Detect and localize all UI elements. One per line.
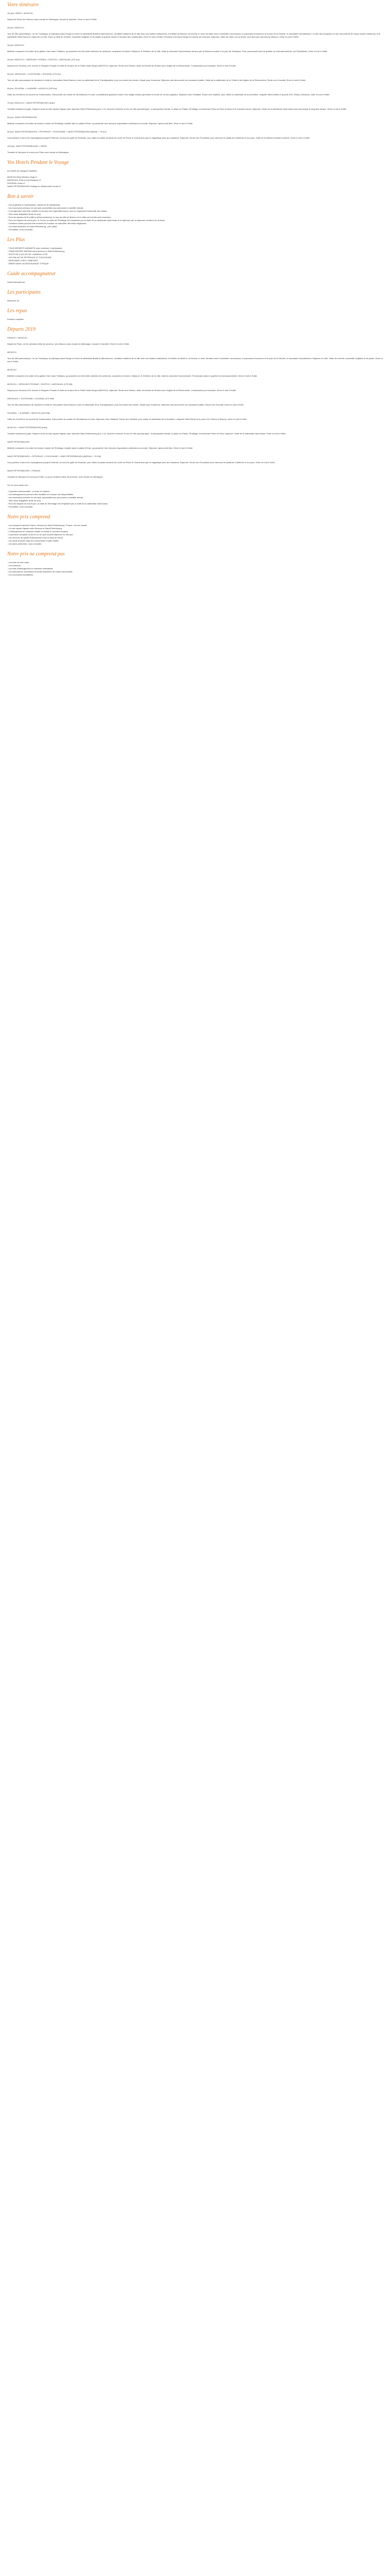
participants-title: Les participants (7, 290, 41, 295)
day-description: Départ de Paris vers Moscou avec escale en Allemagne. Accueil et transfert. Dîner et nuit à l'hôtel. (7, 18, 97, 21)
departure-day (7, 397, 384, 406)
list-item: - Formalités, nous consulter. (7, 228, 34, 231)
list-item: - Circuit garanti à 2 participants, maximum 30 participants. (7, 204, 61, 206)
day-7 (7, 101, 384, 111)
list-item: - Les excursions prévues ne sont pas accessibles aux personnes à mobilité réduite. (7, 207, 84, 209)
list-item: - La pension complète du dîner du 1er jour au petit déjeuner du 10è jour. (7, 533, 74, 536)
day-3 (7, 44, 384, 53)
day-description: Transfert matinal à la gare. Départ à bord du train rapide Sapsan pour rejoindre Saint-Pétersbourg (env. 4 h). Accueil à l'arrivée et tour de ville panoramique : la perspective Nevski, la place du Palais, l'Ermitage, la forteresse Pierre-et-Paul, la Neva et le cuirassé Aurore. Déjeuner. Visite de la cathédrale Saint-Isaac puis promenade le long des canaux. Dîner et nuit à l'hôtel. (7, 108, 347, 110)
list-item: - Les transports aériens France / Moscou et Saint-Pétersbourg / France, via une escale. (7, 524, 88, 527)
list-item: - Les taxes aériennes, nous consulter. (7, 543, 42, 545)
list-item: - LES PALAIS DE PETERHOF ET POUCHKINE (7, 256, 52, 259)
departure-day-description: Départ pour l'Anneau d'Or. Arrivée à Serguiev Possad et visite de la laure de la Trinité-Saint-Serge (UNESCO). Déjeuner. Route vers Rostov, visite du kremlin de Rostov avec l'église de la Résurrection. Continuation pour Iaroslavl. Dîner et nuit à l'hôtel. (7, 389, 237, 392)
departure-day-title: SAINT-PÉTERSBOURG > PETERHOF > POUCHKINE > SAINT-PÉTERSBOURG (BATEAU + 70 KM) (7, 455, 101, 457)
day-title: 10è jour: SAINT-PÉTERSBOURG > PARIS (7, 145, 47, 147)
departure-day (7, 426, 384, 435)
departures-title: Départs 2019 (7, 327, 36, 332)
day-title: 7è jour: MOSCOU > SAINT-PÉTERSBOURG (train) (7, 101, 55, 104)
list-item: - Les hébergements pourront être modifiés en fonction des disponibilités. (7, 493, 74, 496)
guide-title: Guide accompagnateur (7, 271, 56, 277)
departure-day (7, 368, 384, 378)
list-item: - Les services de guides francophones tout au long du circuit. (7, 536, 63, 539)
hotel-item: MOSCOU Best Western Vega 4* (7, 176, 38, 178)
day-6 (7, 87, 384, 96)
departure-day (7, 383, 384, 392)
departure-day-description: Tour de ville panoramique de Iaroslavl et visite du monastère Saint-Sauveur, avec la cathédrale de la Transfiguration, puis du musée des icônes. Départ pour Kostroma. Déjeuner puis découverte du monastère Ipatiev. Route vers Souzdal. Dîner et nuit à l'hôtel. (7, 403, 244, 406)
hotel-item: SOUZDAL Sokol 4* (7, 182, 25, 184)
day-9 (7, 130, 384, 140)
departure-day-title: SAINT-PÉTERSBOURG (7, 440, 30, 443)
day-title: 2è jour: MOSCOU (7, 26, 24, 29)
departure-day-title: MOSCOU > SERGUIEV POSSAD > ROSTOV > IAROSLAVL (270 KM) (7, 383, 73, 385)
price-excludes-title: Notre prix ne comprend pas (7, 551, 65, 557)
day-description: Matinée consacrée à la visite de la galerie d'art russe Tretiakov, qui possède une très belle collection de peintures, sculptures et icônes. Déjeuner. À l'intérieur de la ville, visite du domaine Kolomenskoïe devenu par la Réserve-musée et le parc de Tsaritsyno. Puis, promenade dans le quartier de Zamoskvoretchie, rue Piatnitskaïa. Dîner et nuit à l'hôtel. (7, 50, 328, 53)
day-title: 9è jour: SAINT-PÉTERSBOURG > PETERHOF > POUCHKINE > SAINT-PÉTERSBOURG (bateau + 70 km) (7, 130, 106, 133)
departure-day-description: Transfert à l'aéroport et envol pour Paris, ou pour certaines villes de province, avec escale en Allemagne. (7, 476, 104, 478)
included-title: Les Plus (7, 237, 25, 243)
departure-day-title: IAROSLAVL > KOSTROMA > SOUZDAL (270 KM) (7, 397, 54, 400)
day-5 (7, 73, 384, 82)
departure-day-description: Tour de ville panoramique : la rue Tverskaya, la mythique place Rouge où trône la cathédrale Basile-le-Bienheureux, véritable emblème de la ville avec ses bulbes multicolores, le théâtre du Bolchoï, la Douma, le mont Vorobiev avec l'université Lomonossov, le panorama Koutouzov et le parc de la Victoire, le monastère Novodievitchi. Déjeuner en ville. Visite du Kremlin, ensemble d'églises et de palais. Dîner et nuit à l'hôtel. (7, 357, 383, 363)
price-includes-title: Notre prix comprend (7, 514, 51, 520)
day-2 (7, 26, 384, 39)
hotel-item: IAROSLAVL Park Inn by Radisson 4* (7, 179, 41, 181)
list-item: - Certaines visites peuvent être fermées en fonction du calendrier des fêtes religieuses. (7, 222, 87, 225)
hotels-section (7, 159, 384, 188)
notes-section (7, 484, 384, 509)
hotel-item: SAINT-PÉTERSBOURG Holiday Inn Moskovskie Vorota 4* (7, 185, 61, 188)
list-item: - DÉJEUNER CHEZ L'HABITANT (7, 259, 38, 262)
departure-day (7, 440, 384, 450)
departure-day-description: Départ de Paris, vol de certaines villes de province, vers Moscou avec escale en Allemagne. Accueil et transfert. Dîner et nuit à l'hôtel. (7, 343, 130, 345)
list-item: - Les excursions prévues ne sont pas accessibles aux personnes à mobilité réduite. (7, 496, 84, 499)
meals-text: Pension complète (7, 318, 24, 320)
guide-text: Guide francophone. (7, 281, 26, 283)
participants-section (7, 289, 384, 302)
list-item: - Les boissons. (7, 564, 21, 567)
hotels-intro: (ou hôtels de catégorie similaire) (7, 170, 37, 172)
itinerary-title: Votre itinéraire (7, 2, 39, 8)
departure-day-description: Matinée consacrée à la visite de la galerie d'art russe Tretiakov, qui possède une très belle collection de peintures, sculptures et icônes. Déjeuner. À l'intérieur de la ville, visite du domaine Kolomenskoïe. Promenade dans le quartier de Zamoskvoretchie. Dîner et nuit à l'hôtel. (7, 375, 258, 377)
itinerary-section (7, 2, 384, 154)
day-title: 5è jour: IAROSLAVL > KOSTROMA > SOUZDAL (270 km) (7, 73, 61, 75)
list-item: - Les frais de visa russe. (7, 561, 30, 564)
list-item: - Visa russe obligatoire (frais en sus). (7, 213, 41, 215)
list-item: - Pour les départs de fin juillet à début septembre, le tour de ville de Moscou et la visite du Kremlin sont inversées. (7, 216, 111, 218)
list-item: - L'hébergement en chambre double en hôtels 4* (normes locales). (7, 530, 69, 533)
included-list (7, 247, 384, 265)
price-includes-section (7, 514, 384, 546)
departure-day-title: FRANCE > MOSCOU (7, 336, 28, 339)
good-to-know-title: Bon à savoir (7, 194, 34, 199)
day-description: Transfert à l'aéroport et envol pour Paris avec escale en Allemagne. (7, 151, 70, 154)
price-excludes-list (7, 561, 384, 577)
hotels-title: Vos Hotels Pendant le Voyage (7, 160, 69, 165)
day-description: Départ pour l'Anneau d'Or. Arrivée à Serguiev Possad et visite de la laure de la Trinité-Saint-Serge (UNESCO). Déjeuner. Route vers Rostov, visite du kremlin de Rostov avec l'église de la Résurrection. Continuation pour Iaroslavl. Dîner et nuit à l'hôtel. (7, 64, 237, 67)
list-item: - Les frais d'hébergement en chambre individuelle. (7, 567, 54, 570)
list-item: - 2 grandes transversales : en train, en bateau. (7, 490, 50, 493)
departure-day-description: Matinée consacrée à la visite du fameux musée de l'Ermitage, installé dans le palais d'Hiver, qui possède l'une des plus importantes collections au monde. Déjeuner. Après-midi libre. Dîner et nuit à l'hôtel. (7, 447, 193, 449)
hotel-list (7, 176, 384, 188)
departure-day (7, 455, 384, 464)
guide-section (7, 270, 384, 284)
day-description: Visite du Kremlin et du couvent de l'Intercession. Découverte du musée de l'Architecture en bois, reconstitution grandeur nature d'un village d'antan qui illustre le mode de vie des paysans. Déjeuner chez l'habitant. Route vers Vladimir, pour visiter la cathédrale de la Dormition, chapelle Saint-Dimitri et la porte d'Or. Retour à Moscou, dîner et nuit à l'hôtel. (7, 93, 330, 96)
list-item: - Les assurances, pourboires et toutes dépenses de nature personnelle. (7, 570, 73, 573)
good-to-know-list (7, 204, 384, 231)
departure-day-description: Transfert matinal à la gare. Départ à bord du train rapide Sapsan pour rejoindre Saint-Pétersbourg (env. 4 h). Accueil à l'arrivée et tour de ville panoramique : la perspective Nevski, la place du Palais, l'Ermitage, la forteresse Pierre-et-Paul. Déjeuner. Visite de la cathédrale Saint-Isaac. Dîner et nuit à l'hôtel. (7, 432, 286, 435)
list-item: - Les Nuits blanches de Saint-Pétersbourg : juin, juillet. (7, 225, 58, 228)
departure-day-title: SOUZDAL > VLADIMIR > MOSCOU (225 KM) (7, 412, 50, 414)
departure-day-title: MOSCOU > SAINT-PÉTERSBOURG (train) (7, 426, 47, 429)
meals-section (7, 308, 384, 321)
list-item: - VISITE DE 3 VILLES DE L'ANNEAU D'OR (7, 253, 47, 256)
list-item: - Visa russe obligatoire (frais en sus). (7, 499, 41, 502)
departure-day (7, 351, 384, 363)
list-item: - Le programme peut être modifié en fonction des impératifs locaux, tout en respectant l'ensemble des visites. (7, 210, 107, 212)
list-item: - TRAIN RAPIDE SAPSAN entre Moscou et Saint-Pétersbourg (7, 250, 64, 252)
trip-page (0, 0, 391, 577)
price-includes-list (7, 524, 384, 546)
price-excludes-section (7, 551, 384, 577)
departure-day-title: SAINT-PÉTERSBOURG > FRANCE (7, 469, 41, 472)
list-item: - DÎNER DANS UN RESTAURANT TYPIQUE (7, 262, 49, 265)
departure-day-title: MOSCOU (7, 351, 17, 353)
day-title: 4è jour: MOSCOU > SERGUIEV POSSAD > ROSTOV > IAROSLAVL (270 km) (7, 58, 80, 61)
meals-title: Les repas (7, 308, 27, 314)
departure-day-description: Visite du Kremlin et du couvent de l'Intercession. Découverte du musée de l'Architecture en bois. Déjeuner chez l'habitant. Route vers Vladimir, pour visiter la cathédrale de la Dormition, chapelle Saint-Dimitri et la porte d'Or. Retour à Moscou, dîner et nuit à l'hôtel. (7, 418, 247, 420)
included-section (7, 236, 384, 265)
day-title: 3è jour: MOSCOU (7, 44, 24, 46)
list-item: - TOUS DÉPARTS GARANTIS avec minimum 2 participants (7, 247, 62, 249)
list-item: - Le train rapide Sapsan entre Moscou et Saint-Pétersbourg. (7, 527, 62, 530)
day-title: 6è jour: SOUZDAL > VLADIMIR > MOSCOU (225 km) (7, 87, 57, 90)
day-4 (7, 58, 384, 67)
departure-day (7, 336, 384, 346)
list-item: - Pour les départs de mai et juin, le 7è jour, la visite de l'Ermitage est remplacée par la visite de la cathédrale Saint-Isaac et le déjeuner par un déjeuner-croisière sur la Neva. (7, 219, 166, 222)
day-description: Tour de ville panoramique : la rue Tverskaya, la mythique place Rouge où trône la cathédrale Basile-le-Bienheureux, véritable emblème de la ville avec ses bulbes multicolores, le théâtre du Bolchoï, la Douma, le mont Vorobiev avec l'université Lomonossov, le panorama Koutouzov et le parc de la Victoire, le monastère Novodievitchi. Le site des mosquées et des monuments de Kazan (visite extérieure) et la cathédrale Saint-Sauveur. Déjeuner en ville. Dans la visite du Kremlin, ensemble d'églises et de palais, la grande cloche et la place des Cathédrales. Dîner et nuit à l'hôtel. Excursion à la place Rouge et marché de Golovine. Déjeuner, visite du métro, la rue Arbat, l'une des plus connues de Moscou. Dîner et nuit à l'hôtel. (7, 32, 381, 38)
day-1 (7, 12, 384, 21)
departures-section (7, 326, 384, 479)
departure-day-title: MOSCOU (7, 368, 17, 371)
day-description: Vous partirez à bord d'un hydroglisseur jusqu'à Peterhof, au bord du golfe de Finlande, pour visiter le palais construit sur ordre de Pierre le Grand ainsi que le magnifique parc aux fontaines. Déjeuner. Route vers Pouchkine pour découvrir le palais de Catherine et son parc, visite de la célèbre chambre d'ambre. Dîner et nuit à l'hôtel. (7, 137, 311, 139)
notes-list (7, 490, 384, 509)
notes-intro: On ne vous cache rien : (7, 484, 29, 486)
day-description: Matinée consacrée à la visite du fameux musée de l'Ermitage, installé dans le palais d'Hiver, qui possède l'une des plus importantes collections au monde. Déjeuner. Après-midi libre. Dîner et nuit à l'hôtel. (7, 122, 193, 125)
good-to-know-section (7, 193, 384, 231)
list-item: - Formalités, nous consulter. (7, 505, 34, 508)
list-item: - Les droits d'entrée dans les monuments et sites visités. (7, 539, 59, 542)
day-8 (7, 116, 384, 125)
day-10 (7, 145, 384, 154)
departure-day-description: Vous partirez à bord d'un hydroglisseur jusqu'à Peterhof, au bord du golfe de Finlande, pour visiter le palais construit sur ordre de Pierre le Grand ainsi que le magnifique parc aux fontaines. Déjeuner. Route vers Pouchkine pour découvrir le palais de Catherine et son parc. Dîner et nuit à l'hôtel. (7, 461, 275, 464)
list-item: - Les excursions facultatives. (7, 573, 34, 576)
day-title: 1er jour: PARIS > MOSCOU (7, 12, 34, 14)
departure-day (7, 412, 384, 421)
participants-text: Maximum 30 (7, 299, 19, 302)
departure-day (7, 469, 384, 479)
list-item: - Pour les départs de mai et juin, la visite de l'Ermitage est remplacée par la visite de la cathédrale Saint-Isaac. (7, 502, 108, 505)
day-title: 8è jour: SAINT-PÉTERSBOURG (7, 116, 37, 118)
day-description: Tour de ville panoramique de Iaroslavl et visite du monastère Saint-Sauveur, avec la cathédrale de la Transfiguration, puis du musée des icônes. Départ pour Kostroma. Déjeuner puis découverte du monastère Ipatiev. Visite de la cathédrale de la Trinité et de l'église de la Résurrection. Route vers Souzdal. Dîner et nuit à l'hôtel. (7, 79, 306, 81)
